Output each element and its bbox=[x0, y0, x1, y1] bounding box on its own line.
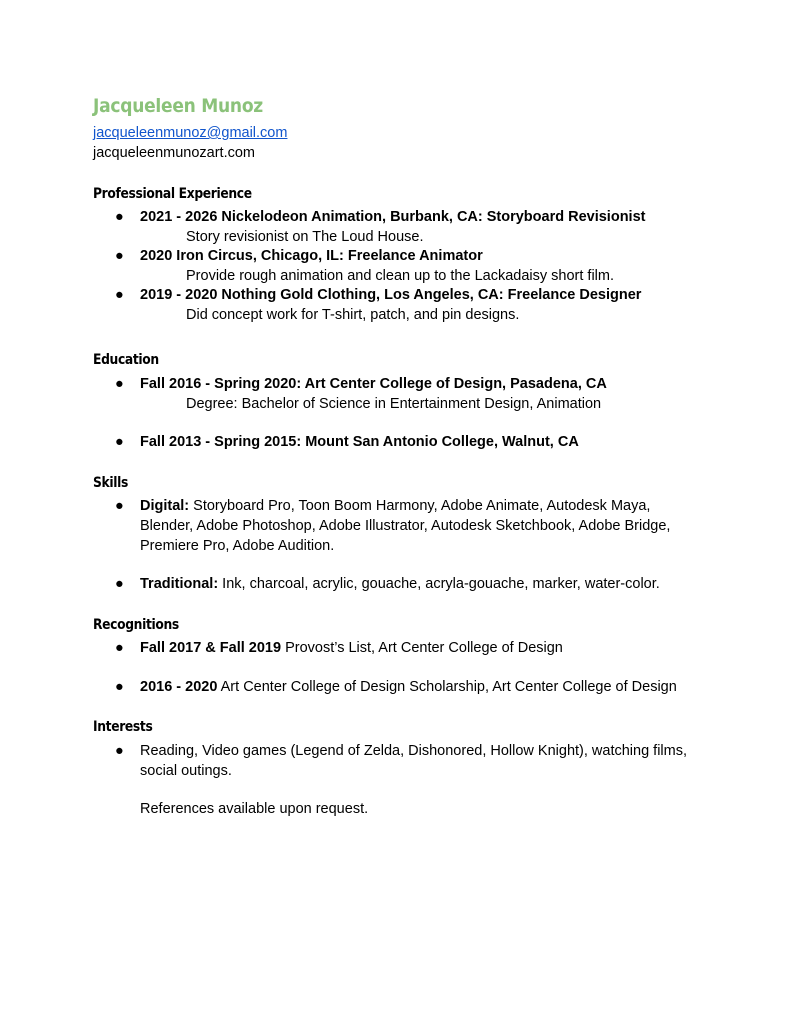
bullet-icon: ● bbox=[115, 576, 124, 592]
skills-digital-line bbox=[140, 496, 650, 516]
references-note: References available upon request. bbox=[140, 801, 369, 817]
skills-digital-line: Premiere Pro, Adobe Audition. bbox=[140, 538, 335, 554]
skills-heading: Skills bbox=[93, 475, 128, 491]
skills-digital-line: Blender, Adobe Photoshop, Adobe Illustrator, Autodesk Sketchbook, Adobe Bridge, bbox=[140, 518, 671, 534]
skills-traditional-line bbox=[140, 574, 660, 594]
candidate-name: Jacqueleen Munoz bbox=[93, 95, 263, 117]
bullet-icon: ● bbox=[115, 434, 124, 450]
recognition-item bbox=[140, 638, 563, 658]
interests-line: Reading, Video games (Legend of Zelda, Dishonored, Hollow Knight), watching films, bbox=[140, 743, 688, 759]
bullet-icon: ● bbox=[115, 640, 124, 656]
skills-digital-label: Digital: bbox=[140, 498, 190, 514]
experience-item-title: 2021 - 2026 Nickelodeon Animation, Burbank, CA: Storyboard Revisionist bbox=[140, 209, 646, 225]
education-item-title: Fall 2013 - Spring 2015: Mount San Antonio College, Walnut, CA bbox=[140, 434, 579, 450]
bullet-icon: ● bbox=[115, 498, 124, 514]
skills-digital-text: Storyboard Pro, Toon Boom Harmony, Adobe Animate, Autodesk Maya, bbox=[189, 498, 651, 514]
bullet-icon: ● bbox=[115, 209, 124, 225]
education-item-title: Fall 2016 - Spring 2020: Art Center College of Design, Pasadena, CA bbox=[140, 376, 607, 392]
website-text: jacqueleenmunozart.com bbox=[93, 145, 256, 161]
skills-traditional-label: Traditional: bbox=[140, 576, 219, 592]
experience-item-detail: Story revisionist on The Loud House. bbox=[186, 229, 424, 245]
experience-item-title: 2020 Iron Circus, Chicago, IL: Freelance Animator bbox=[140, 248, 483, 264]
interests-line: social outings. bbox=[140, 763, 232, 779]
experience-item-title: 2019 - 2020 Nothing Gold Clothing, Los Angeles, CA: Freelance Designer bbox=[140, 287, 642, 303]
bullet-icon: ● bbox=[115, 376, 124, 392]
recognition-item bbox=[140, 677, 677, 697]
recognition-text: Provost’s List, Art Center College of Design bbox=[281, 640, 563, 656]
experience-item-detail: Did concept work for T-shirt, patch, and pin designs. bbox=[186, 307, 520, 323]
recognition-text: Art Center College of Design Scholarship, Art Center College of Design bbox=[217, 679, 677, 695]
recognitions-heading: Recognitions bbox=[93, 617, 179, 633]
experience-item-detail: Provide rough animation and clean up to the Lackadaisy short film. bbox=[186, 268, 614, 284]
interests-heading: Interests bbox=[93, 719, 153, 735]
education-heading: Education bbox=[93, 352, 159, 368]
recognition-date: Fall 2017 & Fall 2019 bbox=[140, 640, 282, 656]
bullet-icon: ● bbox=[115, 743, 124, 759]
bullet-icon: ● bbox=[115, 287, 124, 303]
recognition-date: 2016 - 2020 bbox=[140, 679, 218, 695]
bullet-icon: ● bbox=[115, 679, 124, 695]
bullet-icon: ● bbox=[115, 248, 124, 264]
experience-heading: Professional Experience bbox=[93, 186, 252, 202]
education-item-detail: Degree: Bachelor of Science in Entertainment Design, Animation bbox=[186, 396, 602, 412]
email-link[interactable]: jacqueleenmunoz@gmail.com bbox=[93, 125, 288, 141]
skills-traditional-text: Ink, charcoal, acrylic, gouache, acryla-gouache, marker, water-color. bbox=[218, 576, 660, 592]
